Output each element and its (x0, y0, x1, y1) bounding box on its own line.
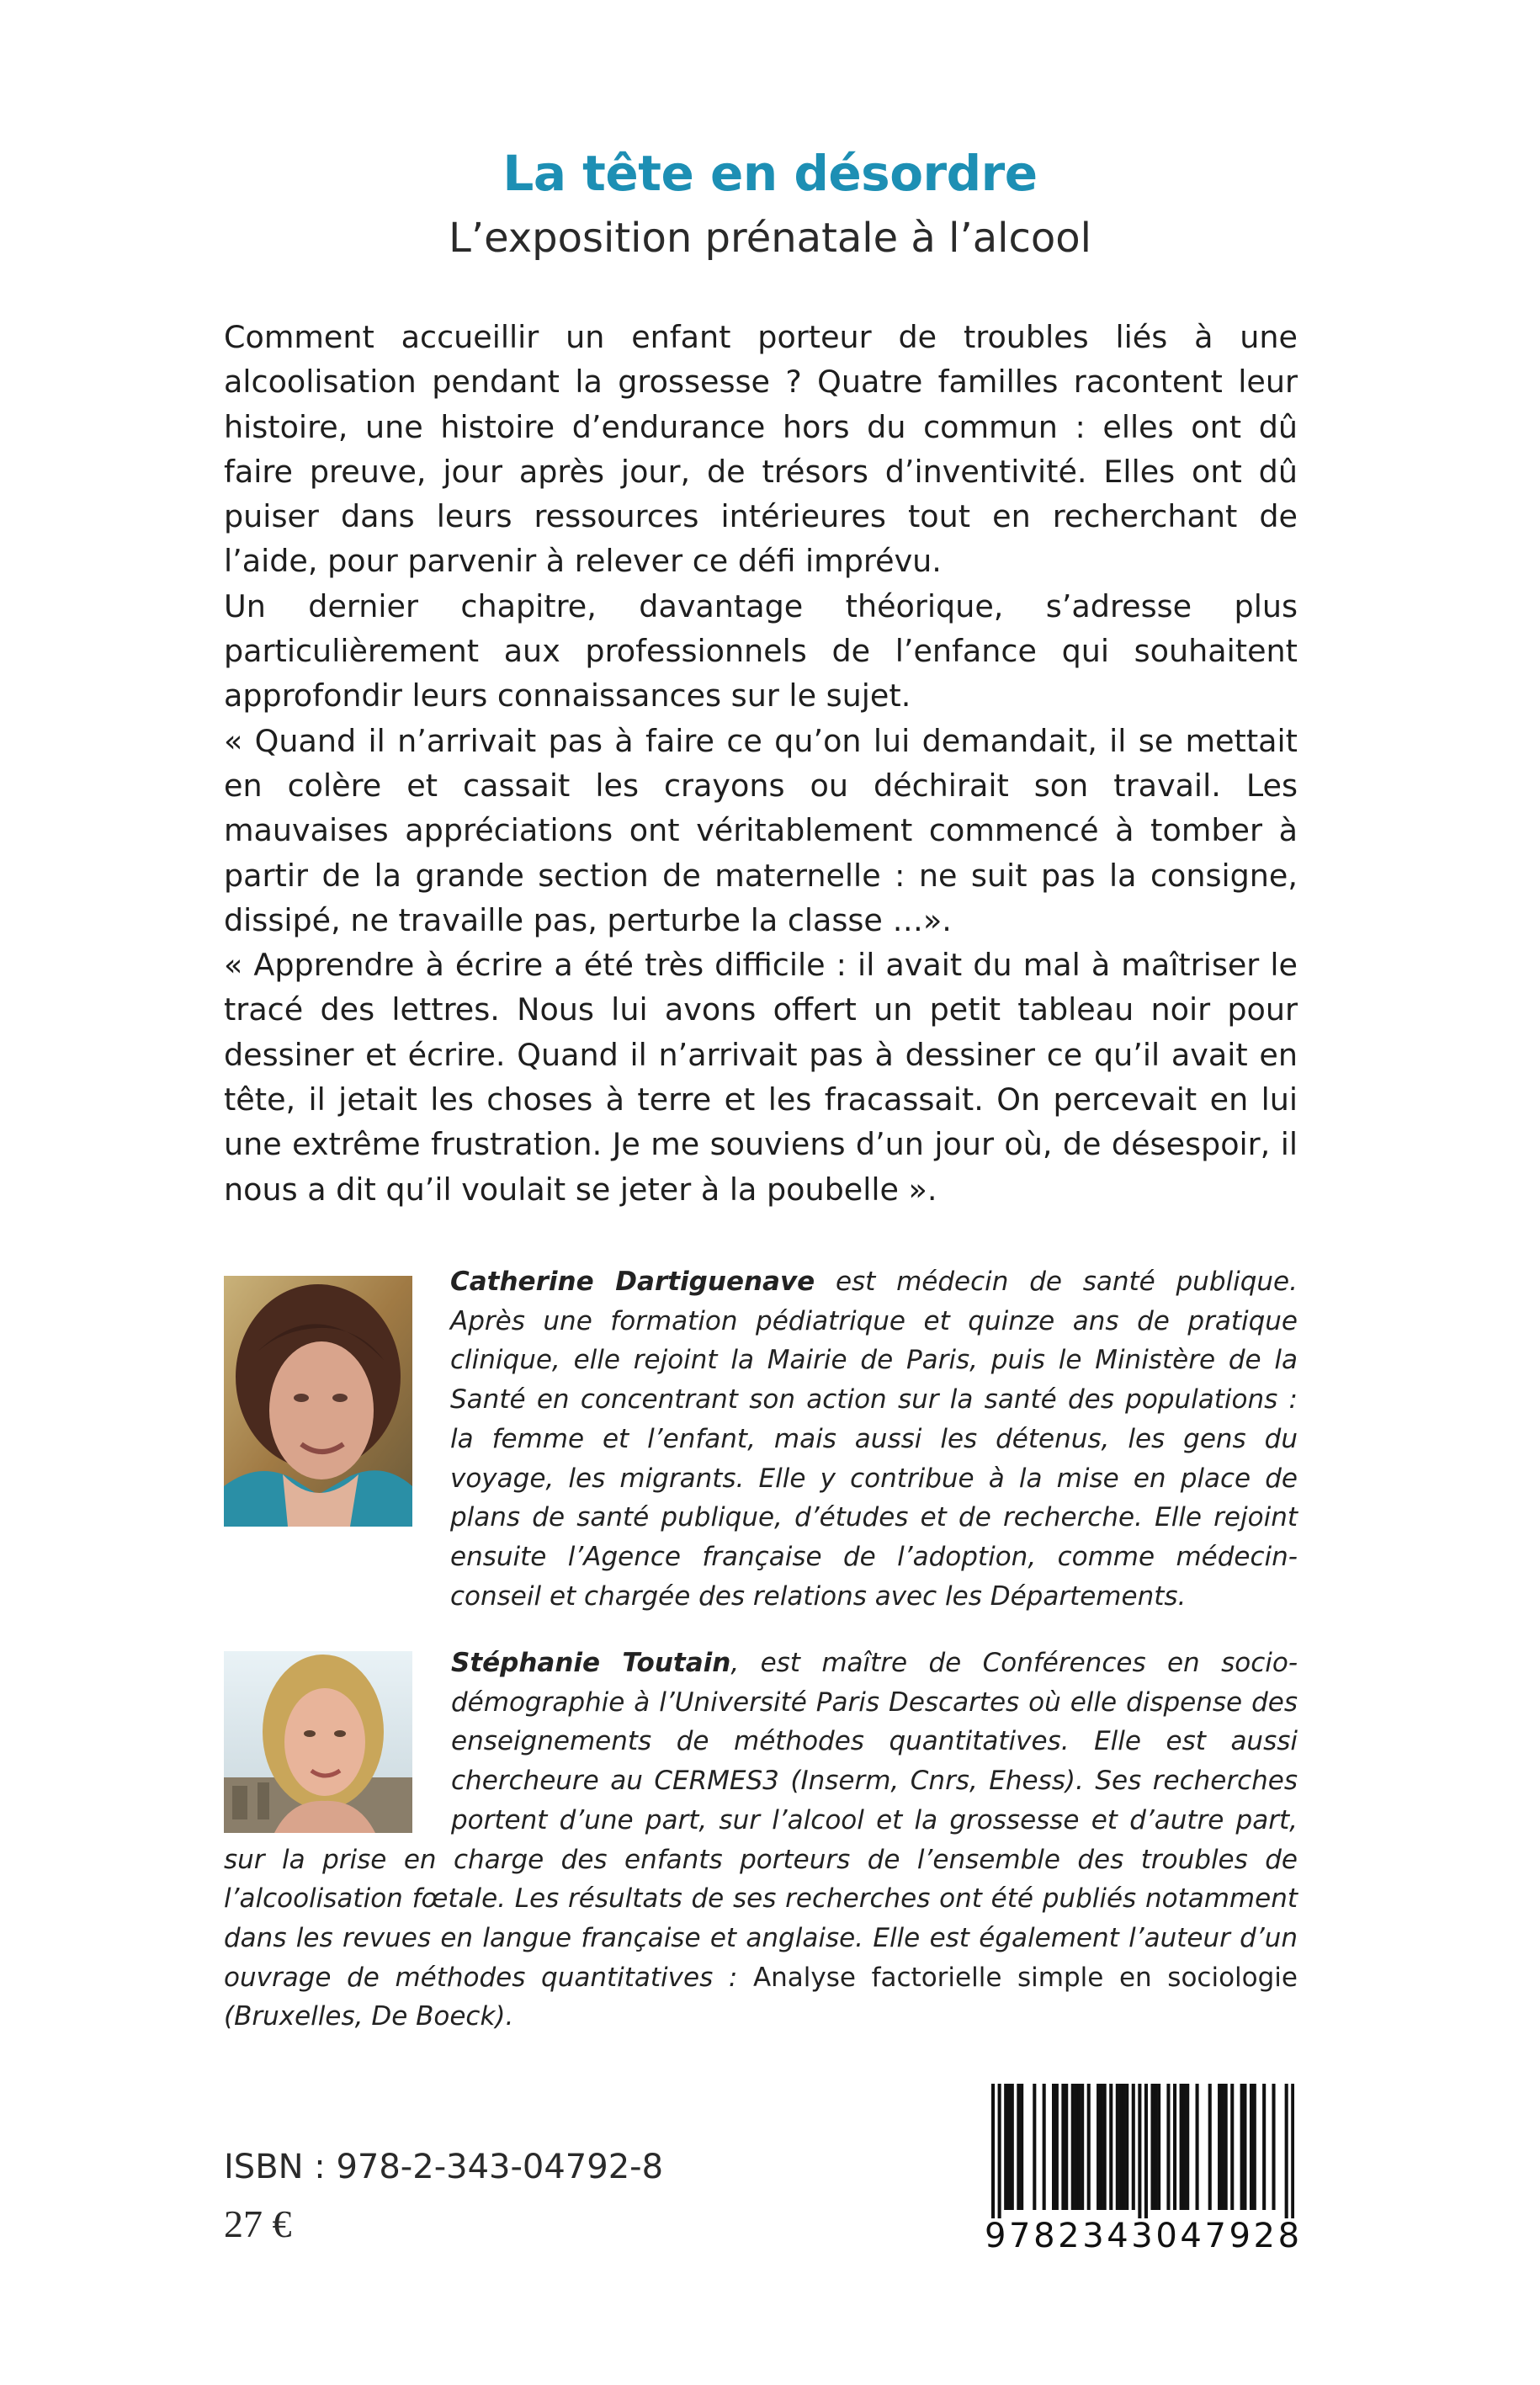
blurb-paragraph: « Apprendre à écrire a été très difficile : il avait du mal à maîtriser le tracé des lettres. Nous lui avons offert un petit tableau noir pour dessiner et écrire. Quand il n’arrivait pas à dessiner ce qu’il avait en tête, il jetait les choses à terre et les fracassait. On percevait en lui une extrême frustration. Je me souviens d’un jour où, de désespoir, il nous a dit qu’il voulait se jeter à la poubelle ». (224, 947, 1298, 1208)
barcode-bar (1154, 2084, 1157, 2210)
barcode-bar (1221, 2084, 1224, 2210)
barcode-bar (1017, 2084, 1020, 2210)
barcode-bar (1285, 2084, 1288, 2218)
barcode-bar (1065, 2084, 1068, 2210)
barcode-bar (1020, 2084, 1023, 2210)
author-bio-text: est médecin de santé publique. Après une formation pédiatrique et quinze ans de pratique clinique, elle rejoint la Mairie de Paris, puis le Ministère de la Santé en concentrant son action sur la santé des populations : la femme et l’enfant, mais aussi les détenus, les gens du voyage, les migrants. Elle y contribue à la mise en place de plans de santé publique, d’études et de recherche. Elle rejoint ensuite l’Agence française de l’adoption, comme médecin-conseil et chargée des relations avec les Départements. (450, 1267, 1298, 1612)
work-publisher: (Bruxelles, De Boeck). (224, 2001, 514, 2032)
barcode-bar (1230, 2084, 1234, 2210)
barcode-bar (1208, 2084, 1212, 2210)
barcode-bar (1196, 2084, 1199, 2210)
barcode-bar (998, 2084, 1001, 2218)
barcode-bar (1075, 2084, 1078, 2210)
barcode-bar (1173, 2084, 1176, 2210)
barcode-bar (1011, 2084, 1014, 2210)
barcode-bar (1077, 2084, 1081, 2210)
barcode-bar (1253, 2084, 1256, 2210)
barcode-bar (1100, 2084, 1103, 2210)
barcode-bar (1007, 2084, 1011, 2210)
author-bio-text: , est maître de Conférences en socio-démographie à l’Université Paris Descartes où elle dispense des enseignements de méthodes quantitatives. Elle est aussi chercheure au CERMES3 (Inserm, Cnrs, Ehess). Ses recherches portent d’une part, sur l’alcool et la grossesse et d’autre part, sur la prise en charge des enfants porteurs de l’ensemble des troubles de l’alcoolisation fœtale. Les résultats de ses recherches ont été publiés notamment dans les revues en langue française et anglaise. Elle est également l’auteur d’un ouvrage de méthodes quantitatives : (224, 1648, 1298, 1993)
isbn: ISBN : 978-2-343-04792-8 (224, 2148, 664, 2186)
blurb-paragraph: Un dernier chapitre, davantage théorique, s’adresse plus particulièrement aux professionnels de l’enfance qui souhaitent approfondir leurs connaissances sur le sujet. (224, 587, 1298, 714)
barcode-bar (1224, 2084, 1228, 2210)
barcode-bar (1052, 2084, 1055, 2210)
barcode-bar (1262, 2084, 1266, 2210)
barcode-bar (1119, 2084, 1123, 2210)
barcode-bar (1125, 2084, 1128, 2210)
barcode-bar (1071, 2084, 1075, 2210)
barcode-bar (1272, 2084, 1275, 2210)
barcode-bar (1218, 2084, 1221, 2210)
author-name: Catherine Dartiguenave (450, 1267, 815, 1297)
author-bio-stephanie (224, 1644, 1298, 2037)
book-subtitle: L’exposition prénatale à l’alcool (449, 215, 1091, 262)
barcode-bar (1182, 2084, 1186, 2210)
barcode-bar (1055, 2084, 1059, 2210)
blurb-paragraph: Comment accueillir un enfant porteur de troubles liés à une alcoolisation pendant la grossesse ? Quatre familles racontent leur histoire, une histoire d’endurance hors du commun : elles ont dû faire preuve, jour après jour, de trésors d’inventivité. Elles ont dû puiser dans leurs ressources intérieures tout en recherchant de l’aide, pour parvenir à relever ce défi imprévu. (224, 319, 1298, 580)
barcode-bar (1103, 2084, 1107, 2210)
barcode-bar (1132, 2084, 1135, 2210)
author-photo-catherine (224, 1276, 412, 1527)
barcode-bar (1097, 2084, 1100, 2210)
barcode-bar (1061, 2084, 1065, 2210)
barcode-bar (1138, 2084, 1141, 2218)
barcode-bar (1150, 2084, 1154, 2210)
barcode-bar (1250, 2084, 1253, 2210)
barcode-bar (1243, 2084, 1246, 2210)
barcode-bar (1291, 2084, 1294, 2218)
barcode-bar (1004, 2084, 1007, 2210)
barcode-bar (1081, 2084, 1084, 2210)
barcode-bar (1033, 2084, 1036, 2210)
barcode-bar (1109, 2084, 1113, 2210)
barcode-bar (1087, 2084, 1091, 2210)
author-name: Stéphanie Toutain (451, 1648, 731, 1678)
barcode-bar (1180, 2084, 1183, 2210)
barcode-bar (1240, 2084, 1244, 2210)
barcode-bar (1166, 2084, 1170, 2210)
barcode-bar (991, 2084, 995, 2218)
barcode-bar (1043, 2084, 1046, 2210)
barcode-digits: 9782343047928 (985, 2217, 1303, 2255)
barcode-bar (1116, 2084, 1119, 2210)
price: 27 € (224, 2202, 292, 2245)
barcode-bar (1157, 2084, 1160, 2210)
barcode-bar (1122, 2084, 1125, 2210)
photo-spacer (224, 1644, 451, 1837)
back-cover-blurb (224, 315, 1298, 1212)
barcode-bar (1186, 2084, 1189, 2210)
book-title: La tête en désordre (502, 145, 1038, 202)
work-title: Analyse factorielle simple en sociologie (752, 1962, 1298, 1993)
blurb-paragraph: « Quand il n’arrivait pas à faire ce qu’on lui demandait, il se mettait en colère et cassait les crayons ou déchirait son travail. Les mauvaises appréciations ont véritablement commencé à tomber à partir de la grande section de maternelle : ne suit pas la consigne, dissipé, ne travaille pas, perturbe la classe …». (224, 722, 1298, 938)
author-bio-catherine (450, 1262, 1298, 1616)
barcode-bar (1144, 2084, 1148, 2218)
